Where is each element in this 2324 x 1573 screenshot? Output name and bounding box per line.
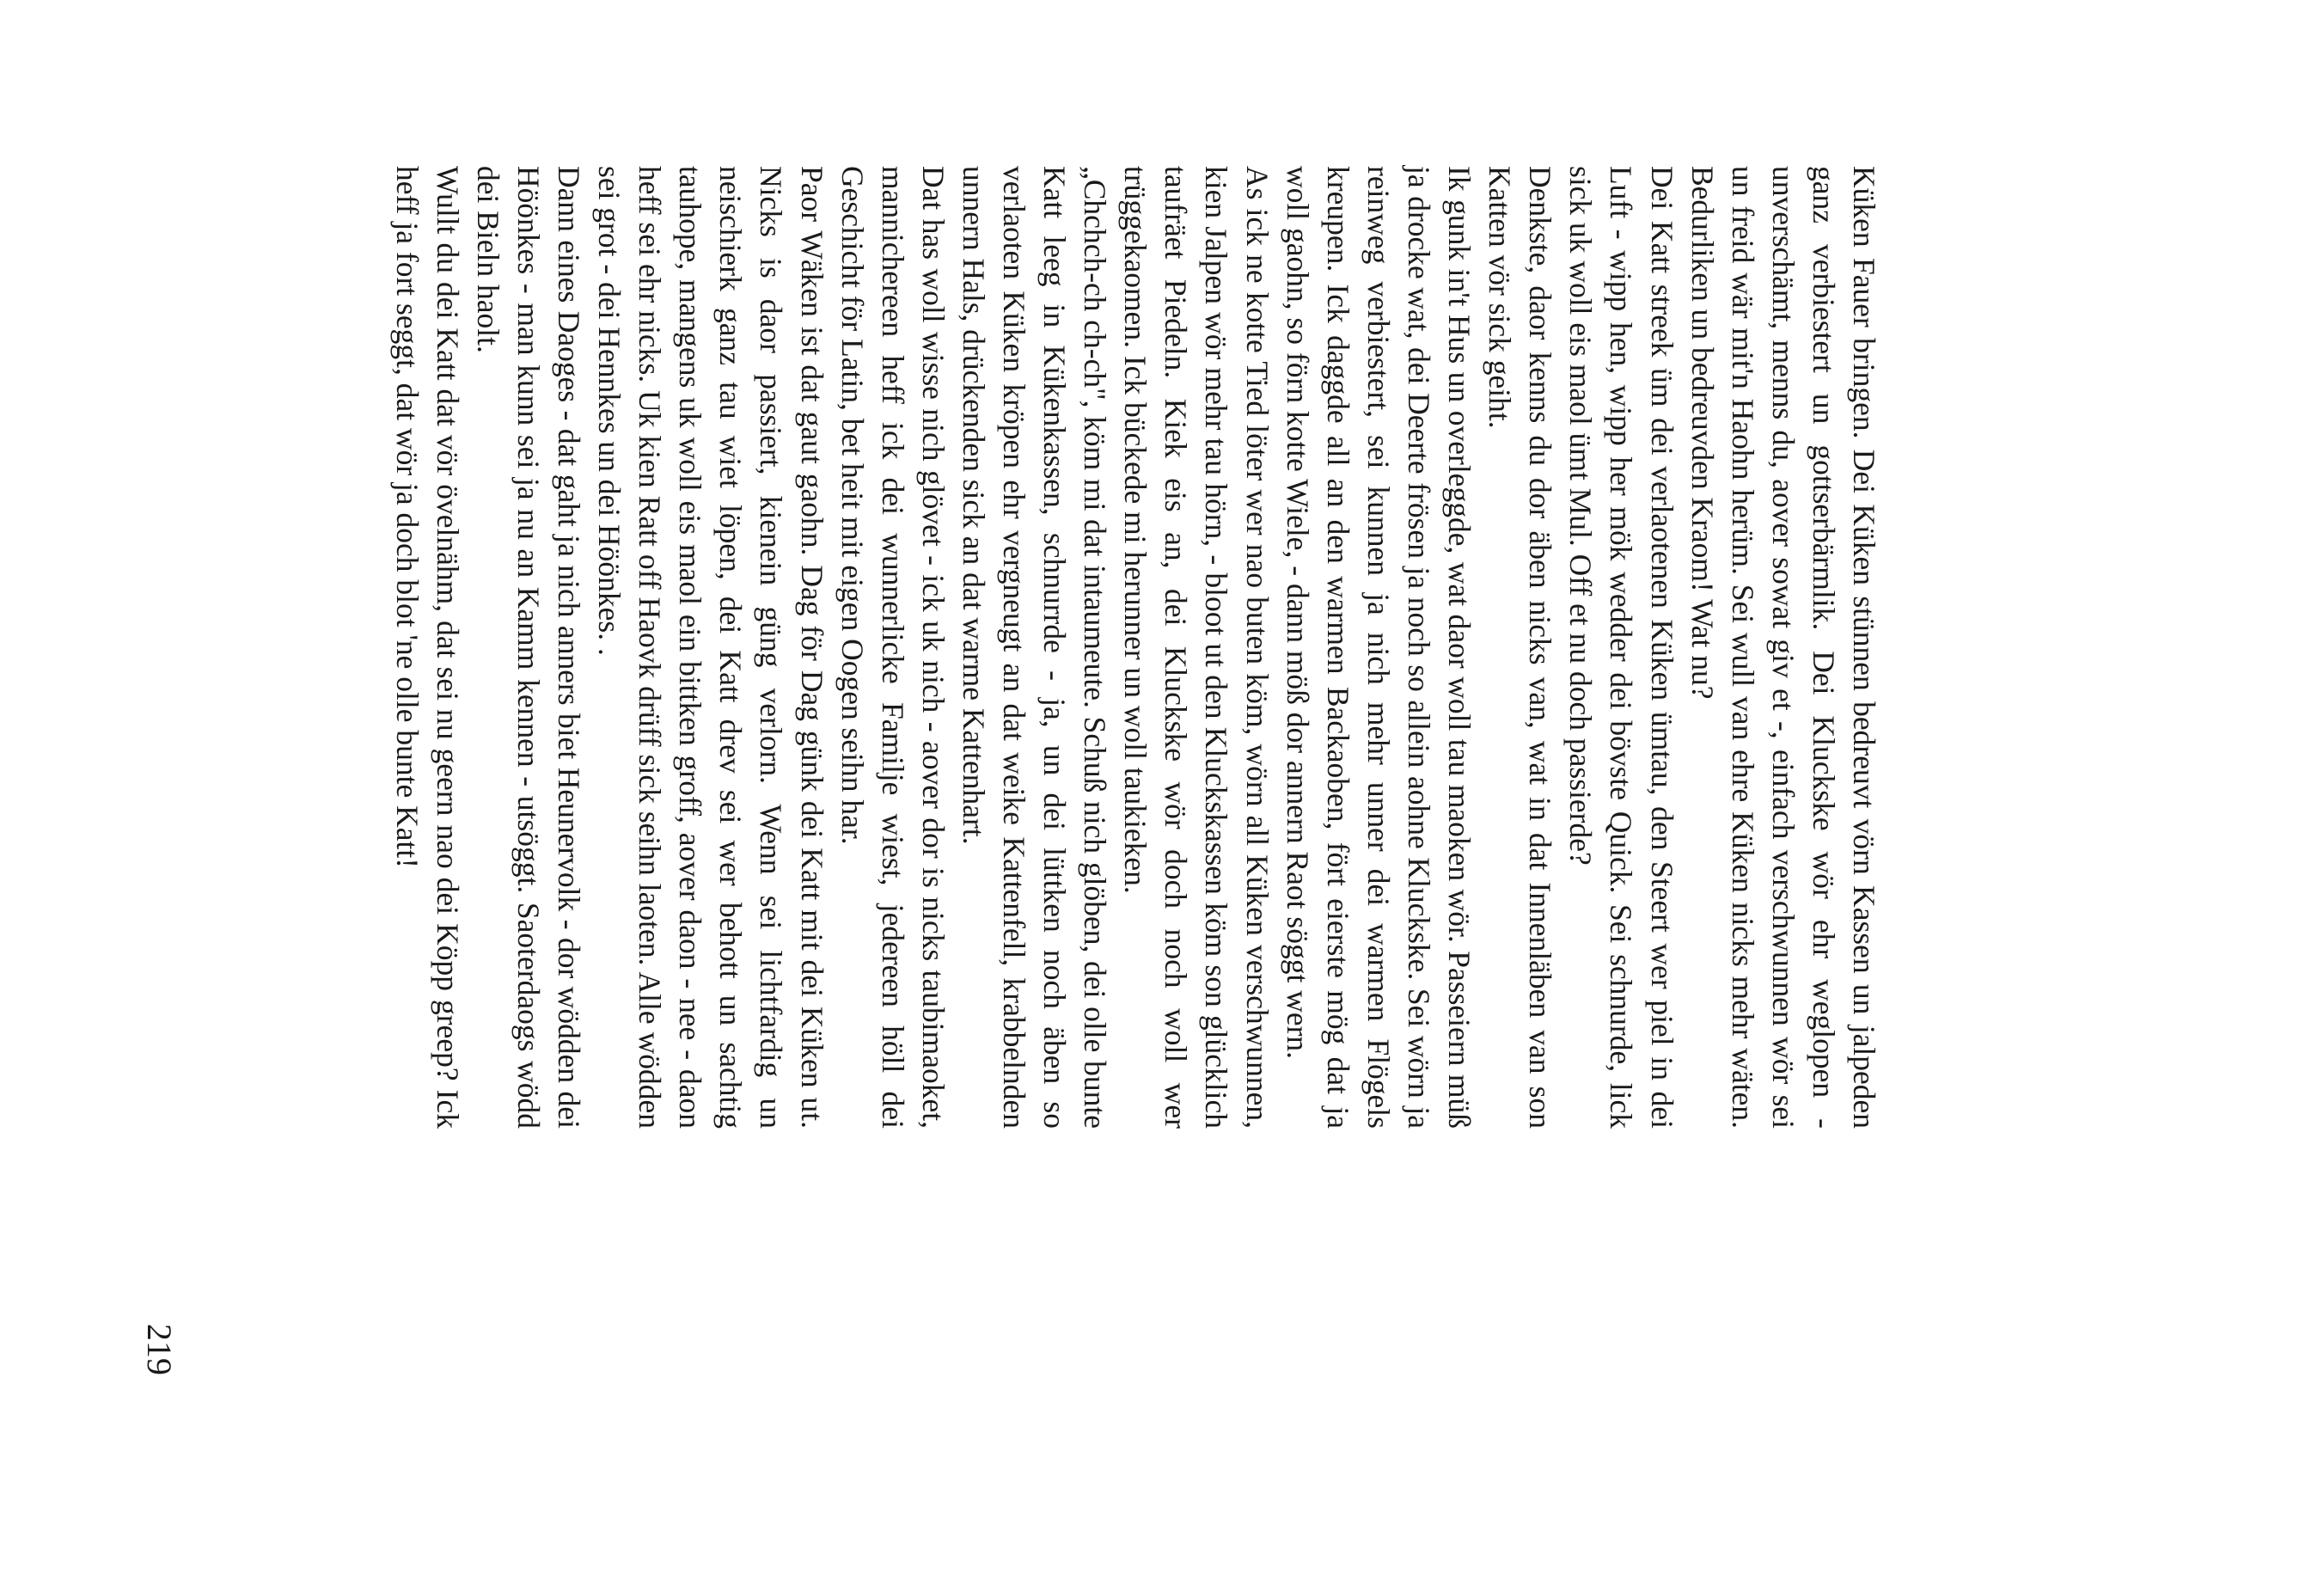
paragraph: As ick ne kotte Tied löter wer nao buten köm, wörn all Küken verschwunnen, kien Jalpen wör mehr tau hörn, - bloot ut den Kluckskassen köm son glücklich taufräet Piedeln. Kiek eis an, dei Kluckske wör doch noch woll wer trüggekaomen. Ick bückede mi herunner un woll taukieken.	[1118, 166, 1275, 1129]
paragraph: Paor Wäken ist dat gaut gaohn. Dag för Dag günk dei Katt mit dei Küken ut. Nicks is daor passiert, kienein güng verlorn. Wenn sei lichtfardig un neischierk ganz tau wiet löpen, dei Katt drev sei wer behott un sachtig tauhope, mangens uk woll eis maol ein bittken groff, aover daon - nee - daon heff sei ehr nicks. Uk kien Ratt off Haovk drüff sick seihn laoten. Alle wödden sei grot - dei Hennkes un dei Höönkes. .	[592, 166, 829, 1129]
paragraph: Dann eines Daoges - dat gaht ja nich anners biet Heunervolk - dor wödden dei Höönkes - man kunn sei ja nu an Kamm kennen - utsöggt. Saoterdaogs wödd dei Bieln haolt.	[470, 166, 586, 1129]
paragraph: Denkste, daor kenns du dor äben nicks van, wat in dat Innenläben van son Katten vör sick geiht.	[1483, 166, 1558, 1129]
paragraph: Wullt du dei Katt dat vör övelnähm, dat sei nu geern nao dei Köpp greep? Ick heff ja fort seggt, dat wör ja doch blot 'ne olle bunte Katt!	[389, 166, 465, 1129]
paragraph: Küken Fauer bringen. Dei Küken stünnen bedreuvt vörn Kassen un jalpeden ganz verbiestert un gottserbärmlik. Dei Kluckske wör ehr weglopen - unverschämt, menns du, aover sowat giv et -, einfach verschwunnen wör sei un freid wär mit'n Haohn herüm. Sei wull van ehre Küken nicks mehr wäten. Bedurliken un bedreuvden Kraom! Wat nu?	[1685, 166, 1881, 1129]
story-text-block	[389, 166, 1884, 1129]
paragraph: „Chchch-ch ch-ch", köm mi dat intaumeute. Schuß nich glöben, dei olle bunte Katt leeg in Kükenkassen, schnurrde - ja, un dei lüttken noch äben so verlaoten Küken kröpen ehr vergneugt an dat weike Kattenfell, krabbelnden unnern Hals, drückenden sick an dat warme Kattenhart.	[956, 166, 1113, 1129]
paragraph: Ik gunk in't Hus un overleggde, wat daor woll tau maoken wör. Passeiern müß ja drocke wat, dei Deerte frösen ja noch so allein aohne Kluckske. Sei wörn ja reinweg verbiestert, sei kunnen ja nich mehr unner dei warmen Flögels kreupen. Ick daggde all an den warmen Backaoben, fört eierste mög dat ja woll gaohn, so förn kotte Wiele, - dann möß dor annern Raot söggt wern.	[1280, 166, 1477, 1129]
paragraph: Dei Katt streek üm dei verlaotenen Küken ümtau, den Steert wer piel in dei Luft - wipp hen, wipp her mök wedder dei bövste Quick. Sei schnurde, lick sick uk woll eis maol ümt Mul. Off et nu doch passierde?	[1563, 166, 1679, 1129]
page-number: 219	[140, 1324, 179, 1375]
paragraph: Dat has woll wisse nich glövet - ick uk nich - aover dor is nicks taubimaoket, mannichereen heff ick dei wunnerlicke Familje wiest, jedereen höll dei Geschicht för Latin, bet heit mit eigen Oogen seihn har.	[835, 166, 951, 1129]
